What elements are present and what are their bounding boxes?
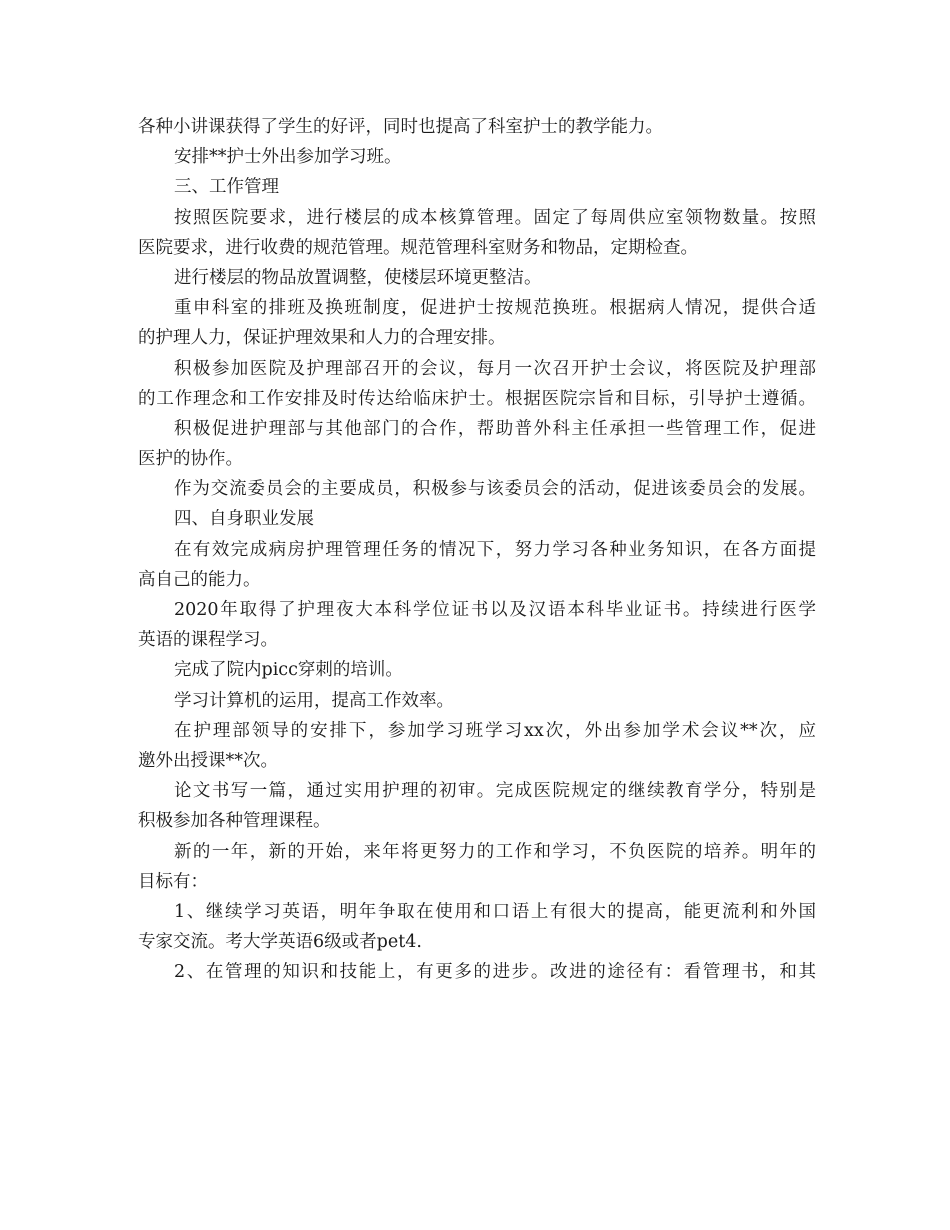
- text-line: 积极促进护理部与其他部门的合作，帮助普外科主任承担一些管理工作，促进: [174, 418, 816, 439]
- text-line: 论文书写一篇，通过实用护理的初审。完成医院规定的继续教育学分，特别是: [174, 781, 816, 802]
- text-line: 英语的课程学习。: [138, 630, 278, 651]
- text-line: 的工作理念和工作安排及时传达给临床护士。根据医院宗旨和目标，引导护士遵循。: [138, 388, 816, 409]
- text-line: 邀外出授课**次。: [138, 750, 278, 771]
- text-line: 安排**护士外出参加学习班。: [174, 147, 402, 168]
- text-line: 各种小讲课获得了学生的好评，同时也提高了科室护士的教学能力。: [138, 117, 663, 137]
- text-line: 学习计算机的运用，提高工作效率。: [174, 690, 454, 711]
- text-line: 新的一年，新的开始，来年将更努力的工作和学习，不负医院的培养。明年的: [174, 841, 816, 862]
- text-line: 医护的协作。: [138, 449, 243, 470]
- text-line: 作为交流委员会的主要成员，积极参与该委员会的活动，促进该委员会的发展。: [174, 479, 816, 500]
- text-line: 高自己的能力。: [138, 569, 261, 590]
- text-line: 积极参加医院及护理部召开的会议，每月一次召开护士会议，将医院及护理部: [174, 358, 816, 379]
- text-line: 2、在管理的知识和技能上，有更多的进步。改进的途径有：看管理书，和其: [174, 962, 816, 983]
- text-line: 的护理人力，保证护理效果和人力的合理安排。: [138, 328, 506, 349]
- text-line: 四、自身职业发展: [174, 509, 314, 530]
- document-body: [138, 112, 816, 987]
- text-line: 在有效完成病房护理管理任务的情况下，努力学习各种业务知识，在各方面提: [174, 539, 816, 560]
- text-line: 按照医院要求，进行楼层的成本核算管理。固定了每周供应室领物数量。按照: [174, 207, 816, 228]
- text-line: 重申科室的排班及换班制度，促进护士按规范换班。根据病人情况，提供合适: [174, 298, 816, 319]
- text-line: 目标有：: [138, 871, 208, 892]
- text-line: 完成了院内picc穿刺的培训。: [174, 660, 403, 681]
- text-line: 专家交流。考大学英语6级或者pet4.: [138, 932, 422, 953]
- text-line: 1、继续学习英语，明年争取在使用和口语上有很大的提高，能更流利和外国: [174, 901, 816, 922]
- text-line: 在护理部领导的安排下，参加学习班学习xx次，外出参加学术会议**次，应: [174, 720, 816, 741]
- text-line: 医院要求，进行收费的规范管理。规范管理科室财务和物品，定期检查。: [138, 237, 698, 258]
- text-line: 三、工作管理: [174, 177, 279, 198]
- text-line: 积极参加各种管理课程。: [138, 811, 331, 832]
- text-line: 2020年取得了护理夜大本科学位证书以及汉语本科毕业证书。持续进行医学: [174, 600, 816, 620]
- text-line: 进行楼层的物品放置调整，使楼层环境更整洁。: [174, 267, 542, 288]
